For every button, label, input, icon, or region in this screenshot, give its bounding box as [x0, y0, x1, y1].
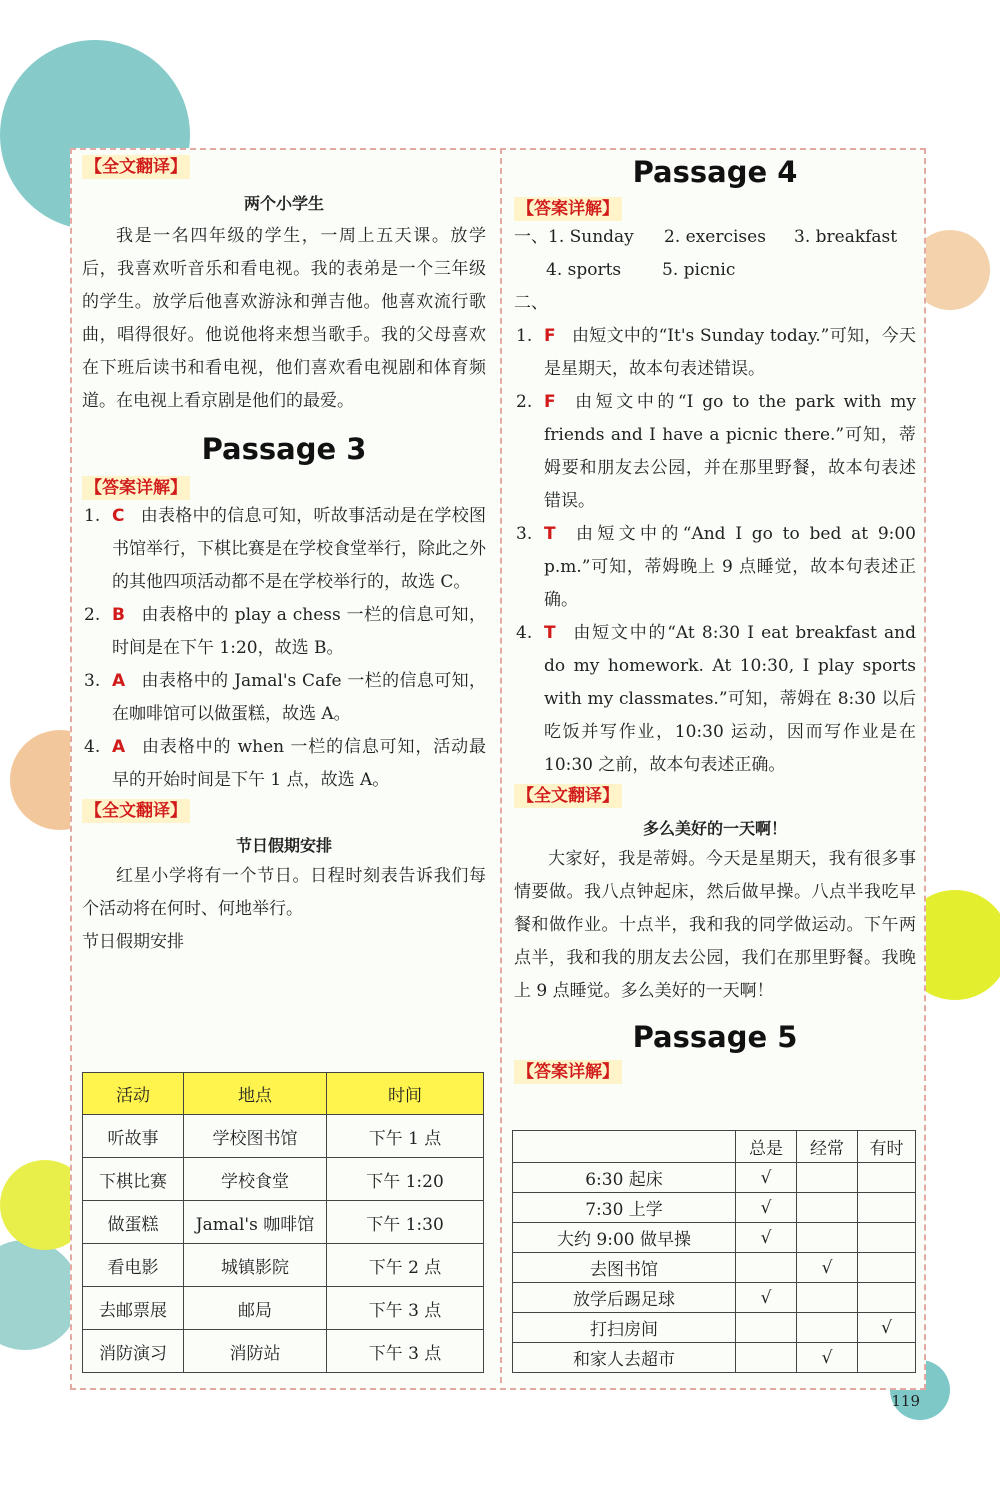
table-header: 时间: [327, 1073, 484, 1115]
table-row: 大约 9:00 做早操 √: [513, 1223, 916, 1253]
right-column: [514, 155, 916, 1084]
table-header: 总是: [736, 1131, 797, 1163]
answers-tag: 【答案详解】: [82, 476, 190, 500]
day-title: 多么美好的一天啊！: [642, 819, 787, 838]
holiday-title: 节日假期安排: [235, 836, 332, 855]
table-header: 经常: [797, 1131, 858, 1163]
answer-word: 2. exercises: [664, 227, 766, 247]
story-text: 我是一名四年级的学生，一周上五天课。放学后，我喜欢听音乐和看电视。我的表弟是一个三年级的学生。放学后他喜欢游泳和弹吉他。他喜欢流行歌曲，唱得很好。他说他将来想当歌手。我的父母喜欢在下班后读书和看电视，他们喜欢看电视剧和体育频道。在电视上看京剧是他们的最爱。: [82, 226, 486, 411]
table-row: 6:30 起床 √: [513, 1163, 916, 1193]
answer-word: 5. picnic: [662, 260, 736, 280]
part2-label: 二、: [514, 293, 548, 313]
table-header: 活动: [83, 1073, 184, 1115]
translation-tag: 【全文翻译】: [514, 784, 622, 808]
passage-4-title: Passage 4: [632, 155, 798, 189]
schedule-table: [82, 1072, 484, 1373]
answer-item: 1. C 由表格中的信息可知，听故事活动是在学校图书馆举行，下棋比赛是在学校食堂举行，除此之外的其他四项活动都不是在学校举行的，故选 C。: [84, 506, 486, 592]
holiday-text: 红星小学将有一个节日。日程时刻表告诉我们每个活动将在何时、何地举行。: [82, 866, 486, 919]
table-row: 听故事 学校图书馆 下午 1 点: [83, 1115, 484, 1158]
column-divider: [500, 148, 502, 1383]
part1-label: 一、: [514, 227, 548, 247]
day-text: 大家好，我是蒂姆。今天是星期天，我有很多事情要做。我八点钟起床，然后做早操。八点半我吃早餐和做作业。十点半，我和我的同学做运动。下午两点半，我和我的朋友去公园，我们在那里野餐。我晚上 9 点睡觉。多么美好的一天啊！: [514, 849, 916, 1001]
table-row: 下棋比赛 学校食堂 下午 1:20: [83, 1158, 484, 1201]
table-row: 打扫房间 √: [513, 1313, 916, 1343]
answers-list: [82, 500, 486, 797]
table-row: 消防演习 消防站 下午 3 点: [83, 1330, 484, 1373]
table-row: 和家人去超市 √: [513, 1343, 916, 1373]
answers-list: [514, 320, 916, 782]
table-header: 地点: [184, 1073, 327, 1115]
answer-item: 4. A 由表格中的 when 一栏的信息可知，活动最早的开始时间是下午 1 点，故选 A。: [84, 737, 486, 790]
table-row: 放学后踢足球 √: [513, 1283, 916, 1313]
answer-item: 3. T 由短文中的“And I go to bed at 9:00 p.m.”可知，蒂姆晚上 9 点睡觉，故本句表述正确。: [516, 524, 916, 610]
answer-item: 3. A 由表格中的 Jamal's Cafe 一栏的信息可知，在咖啡馆可以做蛋糕，故选 A。: [84, 671, 486, 724]
answer-item: 4. T 由短文中的“At 8:30 I eat breakfast and do my homework. At 10:30, I play sports with my classmates.”可知，蒂姆在 8:30 以后吃饭并写作业，10:30 运动，因而写作业是在 10:30 之前，故本句表述正确。: [516, 623, 916, 775]
answer-word: 4. sports: [546, 260, 622, 280]
translation-tag: 【全文翻译】: [82, 155, 190, 179]
left-column: [82, 155, 486, 959]
answers-tag: 【答案详解】: [514, 197, 622, 221]
passage-3-title: Passage 3: [201, 432, 367, 466]
answer-word: 1. Sunday: [548, 227, 634, 247]
table-row: 去图书馆 √: [513, 1253, 916, 1283]
answers-tag: 【答案详解】: [514, 1060, 622, 1084]
decor-circle-teal-small: [0, 1240, 80, 1350]
answer-word: 3. breakfast: [794, 227, 898, 247]
table-row: 去邮票展 邮局 下午 3 点: [83, 1287, 484, 1330]
table-row: 看电影 城镇影院 下午 2 点: [83, 1244, 484, 1287]
table-row: 7:30 上学 √: [513, 1193, 916, 1223]
part1-answers: [514, 221, 916, 320]
answer-item: 2. F 由短文中的“I go to the park with my friends and I have a picnic there.”可知，蒂姆要和朋友去公园，并在那里野餐，故本句表述错误。: [516, 392, 916, 511]
passage-5-title: Passage 5: [632, 1020, 798, 1054]
answer-item: 2. B 由表格中的 play a chess 一栏的信息可知，时间是在下午 1:20，故选 B。: [84, 605, 486, 658]
translation-tag: 【全文翻译】: [82, 799, 190, 823]
answer-item: 1. F 由短文中的“It's Sunday today.”可知，今天是星期天，故本句表述错误。: [516, 326, 916, 379]
story-title: 两个小学生: [243, 194, 324, 213]
table-header: 有时: [858, 1131, 916, 1163]
table-row: 做蛋糕 Jamal's 咖啡馆 下午 1:30: [83, 1201, 484, 1244]
frequency-table: [512, 1130, 916, 1373]
table-header: [513, 1131, 736, 1163]
holiday-label: 节日假期安排: [82, 932, 184, 952]
page-number: 119: [891, 1392, 920, 1410]
